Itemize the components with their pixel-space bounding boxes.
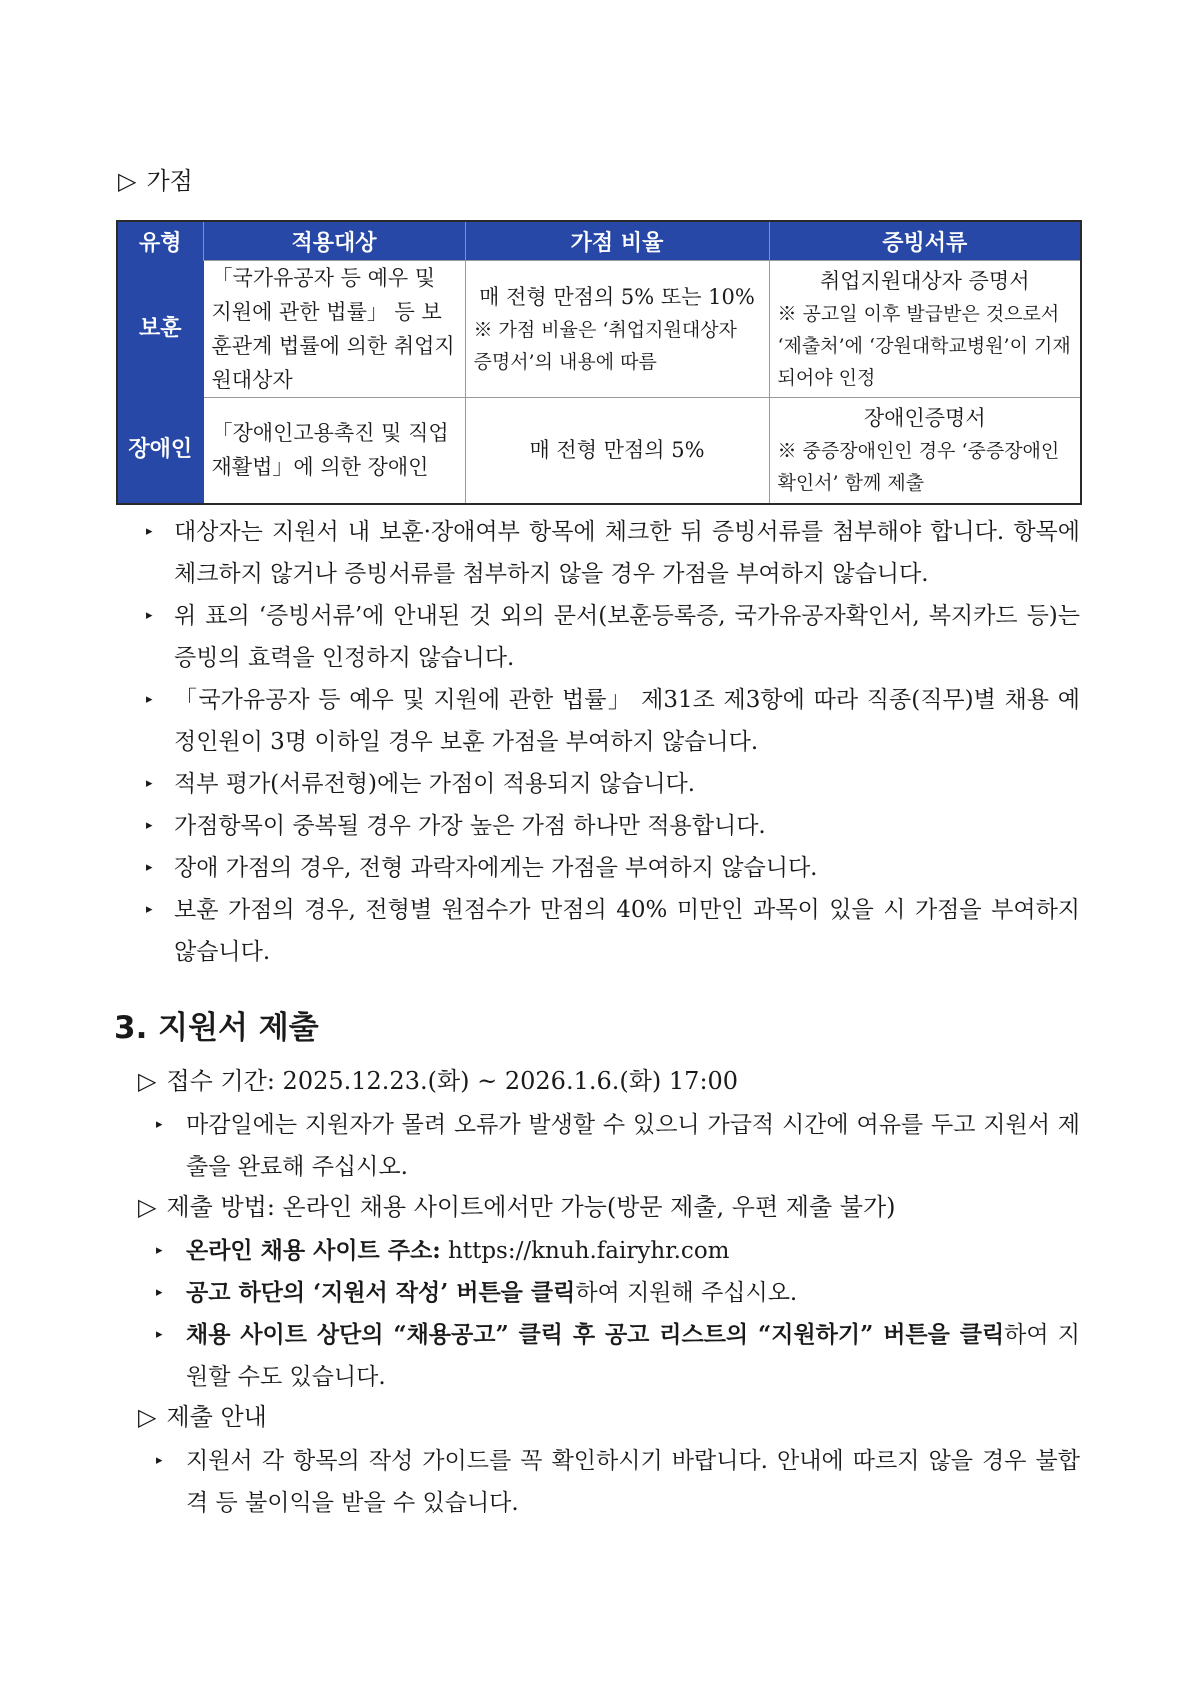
site-url[interactable]: https://knuh.fairyhr.com — [448, 1238, 730, 1264]
bullet-icon: ▸ — [156, 1117, 163, 1132]
section-title: 3. 지원서 제출 — [114, 1010, 319, 1046]
bonus-table — [116, 220, 1082, 505]
bullet-icon: ▸ — [146, 524, 153, 539]
row-documents — [769, 261, 1081, 398]
apply2-bold: 채용 사이트 상단의 “채용공고” 클릭 후 공고 리스트의 “지원하기” 버튼을 클릭 — [186, 1321, 1005, 1348]
note-text: 장애 가점의 경우, 전형 과락자에게는 가점을 부여하지 않습니다. — [174, 855, 818, 881]
row-ratio — [465, 261, 769, 398]
apply2-rest: 하여 지원할 수도 있습니다. — [186, 1322, 1081, 1390]
apply-line-1 — [186, 1272, 1080, 1314]
ratio-note: ※ 가점 비율은 ‘취업지원대상자 증명서’의 내용에 따름 — [473, 319, 737, 373]
row-target: 「국가유공자 등 예우 및 지원에 관한 법률」 등 보훈관계 법률에 의한 취업지원대상자 — [203, 261, 465, 398]
note-text: 위 표의 ‘증빙서류’에 안내된 것 외의 문서(보훈등록증, 국가유공자확인서, 복지카드 등)는 증빙의 효력을 인정하지 않습니다. — [174, 603, 1080, 671]
bullet-icon: ▸ — [146, 776, 153, 791]
bonus-heading — [118, 164, 193, 198]
note-text: 가점항목이 중복될 경우 가장 높은 가점 하나만 적용합니다. — [174, 813, 766, 839]
list-item — [146, 595, 1080, 679]
note-text: 보훈 가점의 경우, 전형별 원점수가 만점의 40% 미만인 과목이 있을 시 가점을 부여하지 않습니다. — [174, 897, 1080, 965]
list-item — [156, 1230, 1080, 1272]
list-item — [146, 763, 1080, 805]
header-target: 적용대상 — [203, 221, 465, 261]
row-ratio: 매 전형 만점의 5% — [465, 398, 769, 504]
guide-heading — [138, 1400, 267, 1434]
header-documents: 증빙서류 — [769, 221, 1081, 261]
bonus-heading-text: 가점 — [146, 167, 193, 195]
list-item — [156, 1104, 1080, 1188]
triangle-icon: ▷ — [138, 1067, 157, 1095]
bullet-icon: ▸ — [156, 1453, 163, 1468]
apply1-rest: 하여 지원해 주십시오. — [575, 1280, 798, 1306]
note-text: 「국가유공자 등 예우 및 지원에 관한 법률」 제31조 제3항에 따라 직종(직무)별 채용 예정인원이 3명 이하일 경우 보훈 가점을 부여하지 않습니다. — [174, 687, 1080, 755]
period-label: 접수 기간: 2025.12.23.(화) ~ 2026.1.6.(화) 17:00 — [166, 1067, 739, 1095]
bullet-icon: ▸ — [156, 1285, 163, 1300]
list-item — [156, 1272, 1080, 1314]
triangle-icon: ▷ — [118, 167, 137, 195]
bullet-icon: ▸ — [146, 860, 153, 875]
list-item — [156, 1440, 1080, 1524]
apply1-bold: 공고 하단의 ‘지원서 작성’ 버튼을 클릭 — [186, 1279, 576, 1306]
bullet-icon: ▸ — [146, 902, 153, 917]
note-text: 지원서 각 항목의 작성 가이드를 꼭 확인하시기 바랍니다. 안내에 따르지 않을 경우 불합격 등 불이익을 받을 수 있습니다. — [186, 1448, 1080, 1516]
method-heading — [138, 1190, 896, 1224]
list-item — [146, 889, 1080, 973]
list-item — [146, 511, 1080, 595]
doc-main: 장애인증명서 — [863, 406, 986, 431]
row-documents — [769, 398, 1081, 504]
site-label: 온라인 채용 사이트 주소: — [186, 1237, 441, 1264]
site-line — [186, 1230, 1080, 1272]
row-target: 「장애인고용촉진 및 직업재활법」에 의한 장애인 — [203, 398, 465, 504]
doc-note: ※ 공고일 이후 발급받은 것으로서 ‘제출처’에 ‘강원대학교병원’이 기재되어야 인정 — [777, 303, 1071, 389]
bullet-icon: ▸ — [146, 608, 153, 623]
list-item — [156, 1314, 1080, 1398]
note-text: 마감일에는 지원자가 몰려 오류가 발생할 수 있으니 가급적 시간에 여유를 두고 지원서 제출을 완료해 주십시오. — [186, 1112, 1080, 1180]
list-item — [146, 679, 1080, 763]
apply-line-2 — [186, 1314, 1080, 1398]
table-row — [117, 398, 1081, 504]
table-header-row — [117, 221, 1081, 261]
triangle-icon: ▷ — [138, 1403, 157, 1431]
note-text: 적부 평가(서류전형)에는 가점이 적용되지 않습니다. — [174, 771, 696, 797]
doc-note: ※ 중증장애인인 경우 ‘중증장애인 확인서’ 함께 제출 — [777, 440, 1060, 495]
bullet-icon: ▸ — [146, 692, 153, 707]
bullet-icon: ▸ — [156, 1243, 163, 1258]
note-text: 대상자는 지원서 내 보훈·장애여부 항목에 체크한 뒤 증빙서류를 첨부해야 합니다. 항목에 체크하지 않거나 증빙서류를 첨부하지 않을 경우 가점을 부여하지 않습니다. — [174, 519, 1080, 587]
list-item — [146, 847, 1080, 889]
row-type: 보훈 — [117, 261, 203, 398]
guide-label: 제출 안내 — [166, 1403, 267, 1431]
table-row — [117, 261, 1081, 398]
bullet-icon: ▸ — [156, 1327, 163, 1342]
list-item — [146, 805, 1080, 847]
method-label: 제출 방법: 온라인 채용 사이트에서만 가능(방문 제출, 우편 제출 불가) — [166, 1193, 896, 1221]
row-type: 장애인 — [117, 398, 203, 504]
header-ratio: 가점 비율 — [465, 221, 769, 261]
period-heading — [138, 1064, 738, 1098]
ratio-main: 매 전형 만점의 5% 또는 10% — [479, 285, 755, 309]
triangle-icon: ▷ — [138, 1193, 157, 1221]
header-type: 유형 — [117, 221, 203, 261]
bullet-icon: ▸ — [146, 818, 153, 833]
doc-main: 취업지원대상자 증명서 — [819, 269, 1030, 293]
